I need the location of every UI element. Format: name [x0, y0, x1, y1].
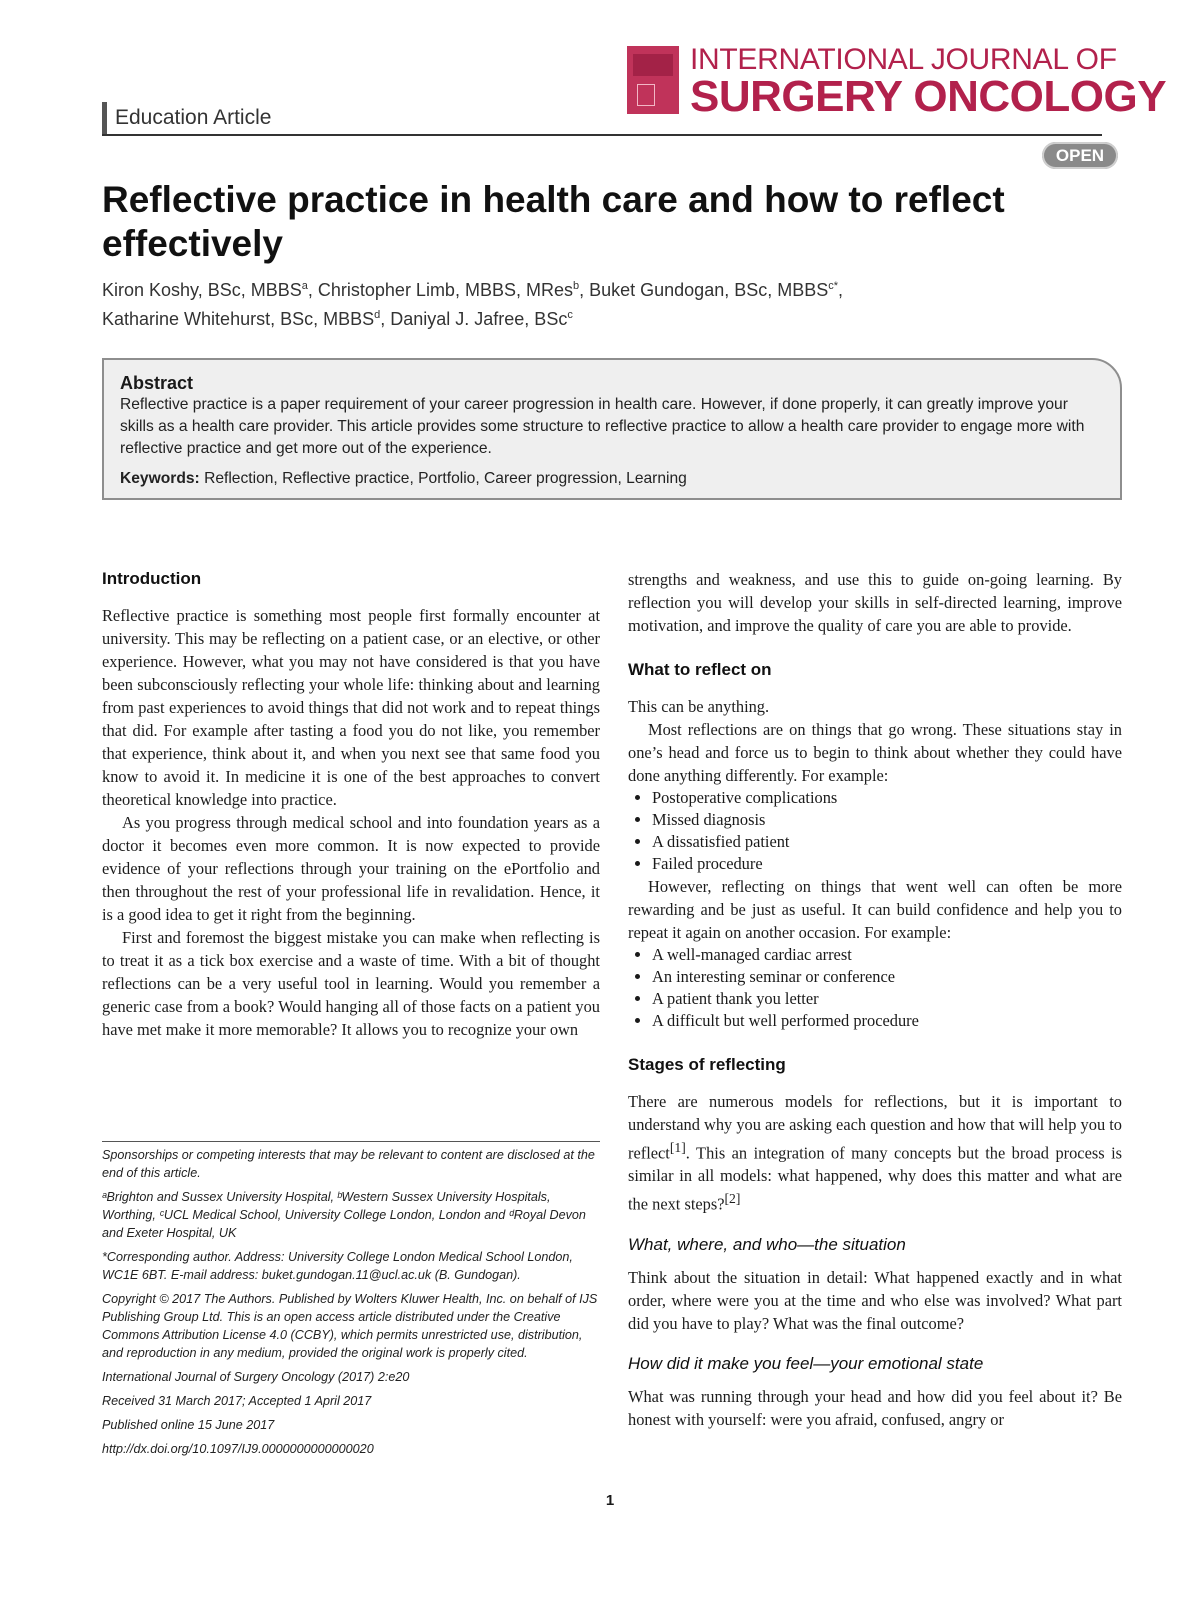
- page-number: 1: [605, 1492, 615, 1509]
- stages-text-part1: There are numerous models for reflections, but it is important to understand why you are asking each question and how that will help you to reflect: [628, 1092, 1122, 1163]
- received-note: Received 31 March 2017; Accepted 1 April 2017: [102, 1394, 372, 1408]
- journal-name-line2: SURGERY ONCOLOGY: [690, 72, 1167, 121]
- left-column: [102, 568, 600, 1041]
- what-paragraph-1: This can be anything.: [628, 697, 770, 716]
- positive-examples-list: [628, 944, 1122, 1032]
- negative-examples-list: [628, 787, 1122, 875]
- list-item: • A dissatisfied patient: [652, 831, 1122, 853]
- intro-paragraph-1: Reflective practice is something most people first formally encounter at university. This may be reflecting on a patient case, or an elective, or other experience. However, what you may not have considered is that you have been subconsciously reflecting your whole life: thinking about and learning from past experiences to avoid things that did not work and to repeat things that did. For example after tasting a food you do not like, you remember that experience, think about it, and when you next see that same food you know to avoid it. In medicine it is one of the best approaches to convert theoretical knowledge into practice.: [102, 606, 600, 809]
- doi-link[interactable]: http://dx.doi.org/10.1097/IJ9.0000000000000020: [102, 1442, 374, 1456]
- journal-cover-icon: [627, 46, 679, 114]
- stages-text-part2: . This an integration of many concepts but the broad process is similar in all models: what happened, why does this matter and what are the next steps?: [628, 1143, 1122, 1214]
- reference-link-2[interactable]: [2]: [724, 1191, 741, 1207]
- citation-note: International Journal of Surgery Oncology (2017) 2:e20: [102, 1370, 410, 1384]
- author-name: Kiron Koshy, BSc, MBBS: [102, 280, 302, 300]
- author-list: Kiron Koshy, BSc, MBBS$^a$, Christopher Limb, MBBS, MRes$^b$, Buket Gundogan, BSc, $MBBS^{c*}$, Katharine Whitehurst, BSc, MBBS$^d$, Daniyal J. Jafree, BSc$^c$: [102, 280, 844, 329]
- author-affiliation-mark: b: [572, 280, 580, 292]
- section-label: Education Article: [102, 102, 271, 134]
- author-affiliation-mark: c: [567, 309, 573, 321]
- emotional-state-paragraph: What was running through your head and how did you feel about it? Be honest with yourself: were you afraid, confused, angry or: [628, 1386, 1122, 1429]
- author-affiliation-mark: a: [301, 280, 308, 292]
- what-paragraph-2: Most reflections are on things that go wrong. These situations stay in one’s head and force us to begin to think about whether they could have done anything differently. For example:: [628, 720, 1122, 785]
- abstract-heading: Abstract: [120, 373, 194, 393]
- situation-subheading: What, where, and who—the situation: [628, 1234, 906, 1254]
- journal-name-line1: INTERNATIONAL JOURNAL OF: [690, 43, 1117, 76]
- author-name: Christopher Limb, MBBS, MRes: [317, 280, 573, 300]
- what-paragraph-3: However, reflecting on things that went well can often be more rewarding and be just as useful. It can build confidence and help you to repeat it again on another occasion. For example:: [628, 877, 1122, 942]
- list-item: • An interesting seminar or conference: [652, 966, 1122, 988]
- what-to-reflect-heading: What to reflect on: [628, 660, 772, 679]
- author-name: Katharine Whitehurst, BSc, MBBS: [102, 309, 375, 329]
- stages-paragraph: [628, 1090, 1122, 1216]
- list-item: • Failed procedure: [652, 853, 1122, 875]
- abstract-text: Reflective practice is a paper requirement of your career progression in health care. However, if done properly, it can greatly improve your skills as a health care provider. This article provides some structure to reflective practice to allow a health care provider to engage more with reflective practice and get more out of the experience.: [120, 396, 1085, 457]
- keywords-label: Keywords:: [120, 470, 200, 487]
- footnotes: [102, 1141, 600, 1464]
- list-item: • Postoperative complications: [652, 787, 1122, 809]
- situation-paragraph: Think about the situation in detail: What happened exactly and in what order, where were you at the time and who else was involved? What part did you have to play? What was the final outcome?: [628, 1267, 1122, 1333]
- keywords-list: Reflection, Reflective practice, Portfolio, Career progression, Learning: [204, 470, 687, 487]
- open-access-badge: OPEN: [1042, 142, 1118, 169]
- keywords: [120, 468, 1104, 490]
- right-column: [628, 568, 1122, 1431]
- stages-heading: Stages of reflecting: [628, 1055, 786, 1074]
- abstract-box: [102, 358, 1122, 500]
- emotional-state-subheading: How did it make you feel—your emotional state: [628, 1353, 984, 1373]
- author-name: Buket Gundogan, BSc, MBBS: [589, 280, 829, 300]
- corresponding-author-note: *Corresponding author. Address: University College London Medical School London, WC1E 6BT. E-mail address: buket.gundogan.11@ucl.ac.uk (B. Gundogan).: [102, 1250, 573, 1282]
- header-divider: [102, 134, 1102, 136]
- affiliations-note: ᵃBrighton and Sussex University Hospital, ᵇWestern Sussex University Hospitals, Worthing, ᶜUCL Medical School, University College London, London and ᵈRoyal Devon and Exeter Hospital, UK: [102, 1190, 586, 1240]
- published-note: Published online 15 June 2017: [102, 1418, 275, 1432]
- author-affiliation-mark: d: [374, 309, 381, 321]
- author-affiliation-mark: c*: [828, 280, 839, 292]
- intro-paragraph-2: As you progress through medical school and into foundation years as a doctor it becomes even more common. It is now expected to provide evidence of your reflections through your training on the ePortfolio and then throughout the rest of your professional life in revalidation. Hence, it is a good idea to get it right from the beginning.: [102, 813, 600, 924]
- article-title: Reflective practice in health care and how to reflect effectively: [102, 179, 1005, 264]
- list-item: • A patient thank you letter: [652, 988, 1122, 1010]
- list-item: • A difficult but well performed procedure: [652, 1010, 1122, 1032]
- copyright-note: Copyright © 2017 The Authors. Published by Wolters Kluwer Health, Inc. on behalf of IJS Publishing Group Ltd. This is an open access article distributed under the Creative Commons Attribution License 4.0 (CCBY), which permits unrestricted use, distribution, and reproduction in any medium, provided the original work is properly cited.: [102, 1292, 598, 1360]
- author-name: Daniyal J. Jafree, BSc: [390, 309, 568, 329]
- list-item: • A well-managed cardiac arrest: [652, 944, 1122, 966]
- intro-paragraph-3: First and foremost the biggest mistake you can make when reflecting is to treat it as a tick box exercise and a waste of time. With a bit of thought reflections can be a very useful tool in learning. Would you remember a generic case from a book? Would hanging all of those facts on a patient you have met make it more memorable? It allows you to recognize your own: [102, 928, 600, 1039]
- introduction-heading: Introduction: [102, 569, 202, 588]
- continuation-paragraph: strengths and weakness, and use this to guide on-going learning. By reflection you will develop your skills in self-directed learning, improve motivation, and improve the quality of care you are able to provide.: [628, 570, 1122, 635]
- list-item: • Missed diagnosis: [652, 809, 1122, 831]
- sponsorship-note: Sponsorships or competing interests that may be relevant to content are disclosed at the end of this article.: [102, 1148, 595, 1180]
- reference-link-1[interactable]: [1]: [669, 1140, 686, 1155]
